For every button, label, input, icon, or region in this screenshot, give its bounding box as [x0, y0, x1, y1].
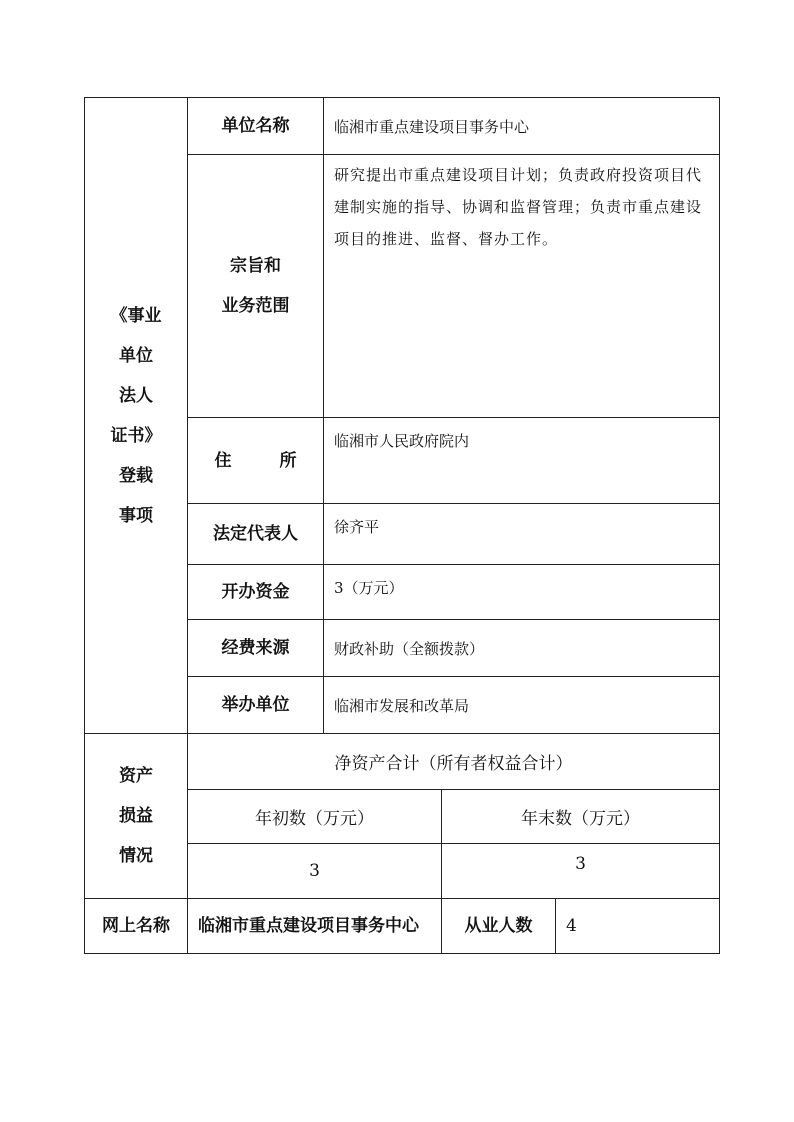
end-of-year-label: 年末数（万元） — [442, 790, 720, 844]
assets-line-1: 资产 — [119, 766, 153, 786]
certificate-items-header — [85, 98, 188, 734]
funding-value: 财政补助（全额拨款） — [324, 620, 720, 677]
header-line-4: 证书》 — [110, 425, 162, 446]
net-assets-title: 净资产合计（所有者权益合计） — [188, 734, 720, 790]
end-of-year-value: 3 — [442, 844, 720, 899]
sponsor-label: 举办单位 — [188, 677, 324, 734]
header-line-2: 单位 — [119, 345, 153, 366]
funding-label: 经费来源 — [188, 620, 324, 677]
scope-label-line-1: 宗旨和 — [230, 256, 281, 276]
assets-line-3: 情况 — [119, 846, 153, 866]
footer-row — [85, 899, 720, 954]
sponsor-value: 临湘市发展和改革局 — [324, 677, 720, 734]
unit-name-row — [85, 98, 720, 155]
address-label-part-1: 住 — [214, 450, 232, 471]
rep-label: 法定代表人 — [188, 504, 324, 565]
unit-name-label: 单位名称 — [188, 98, 324, 155]
assets-line-2: 损益 — [119, 806, 153, 826]
online-name-value: 临湘市重点建设项目事务中心 — [188, 899, 442, 954]
assets-title-row — [85, 734, 720, 790]
address-label — [188, 418, 324, 504]
assets-header — [85, 734, 188, 899]
staff-count-label: 从业人数 — [442, 899, 556, 954]
rep-value: 徐齐平 — [324, 504, 720, 565]
address-label-part-2: 所 — [279, 450, 297, 471]
begin-of-year-value: 3 — [188, 844, 442, 899]
begin-of-year-label: 年初数（万元） — [188, 790, 442, 844]
header-line-5: 登载 — [119, 465, 153, 486]
header-line-3: 法人 — [119, 385, 153, 406]
capital-value: 3（万元） — [324, 565, 720, 620]
unit-name-value: 临湘市重点建设项目事务中心 — [324, 98, 720, 155]
header-line-1: 《事业 — [110, 305, 162, 326]
address-value: 临湘市人民政府院内 — [324, 418, 720, 504]
registration-table — [84, 97, 720, 954]
capital-label: 开办资金 — [188, 565, 324, 620]
header-line-6: 事项 — [119, 505, 153, 526]
scope-value: 研究提出市重点建设项目计划；负责政府投资项目代建制实施的指导、协调和监督管理；负责市重点建设项目的推进、监督、督办工作。 — [324, 155, 720, 418]
online-name-label: 网上名称 — [85, 899, 188, 954]
scope-label-line-2: 业务范围 — [221, 296, 290, 316]
scope-label — [188, 155, 324, 418]
staff-count-value: 4 — [556, 899, 720, 954]
